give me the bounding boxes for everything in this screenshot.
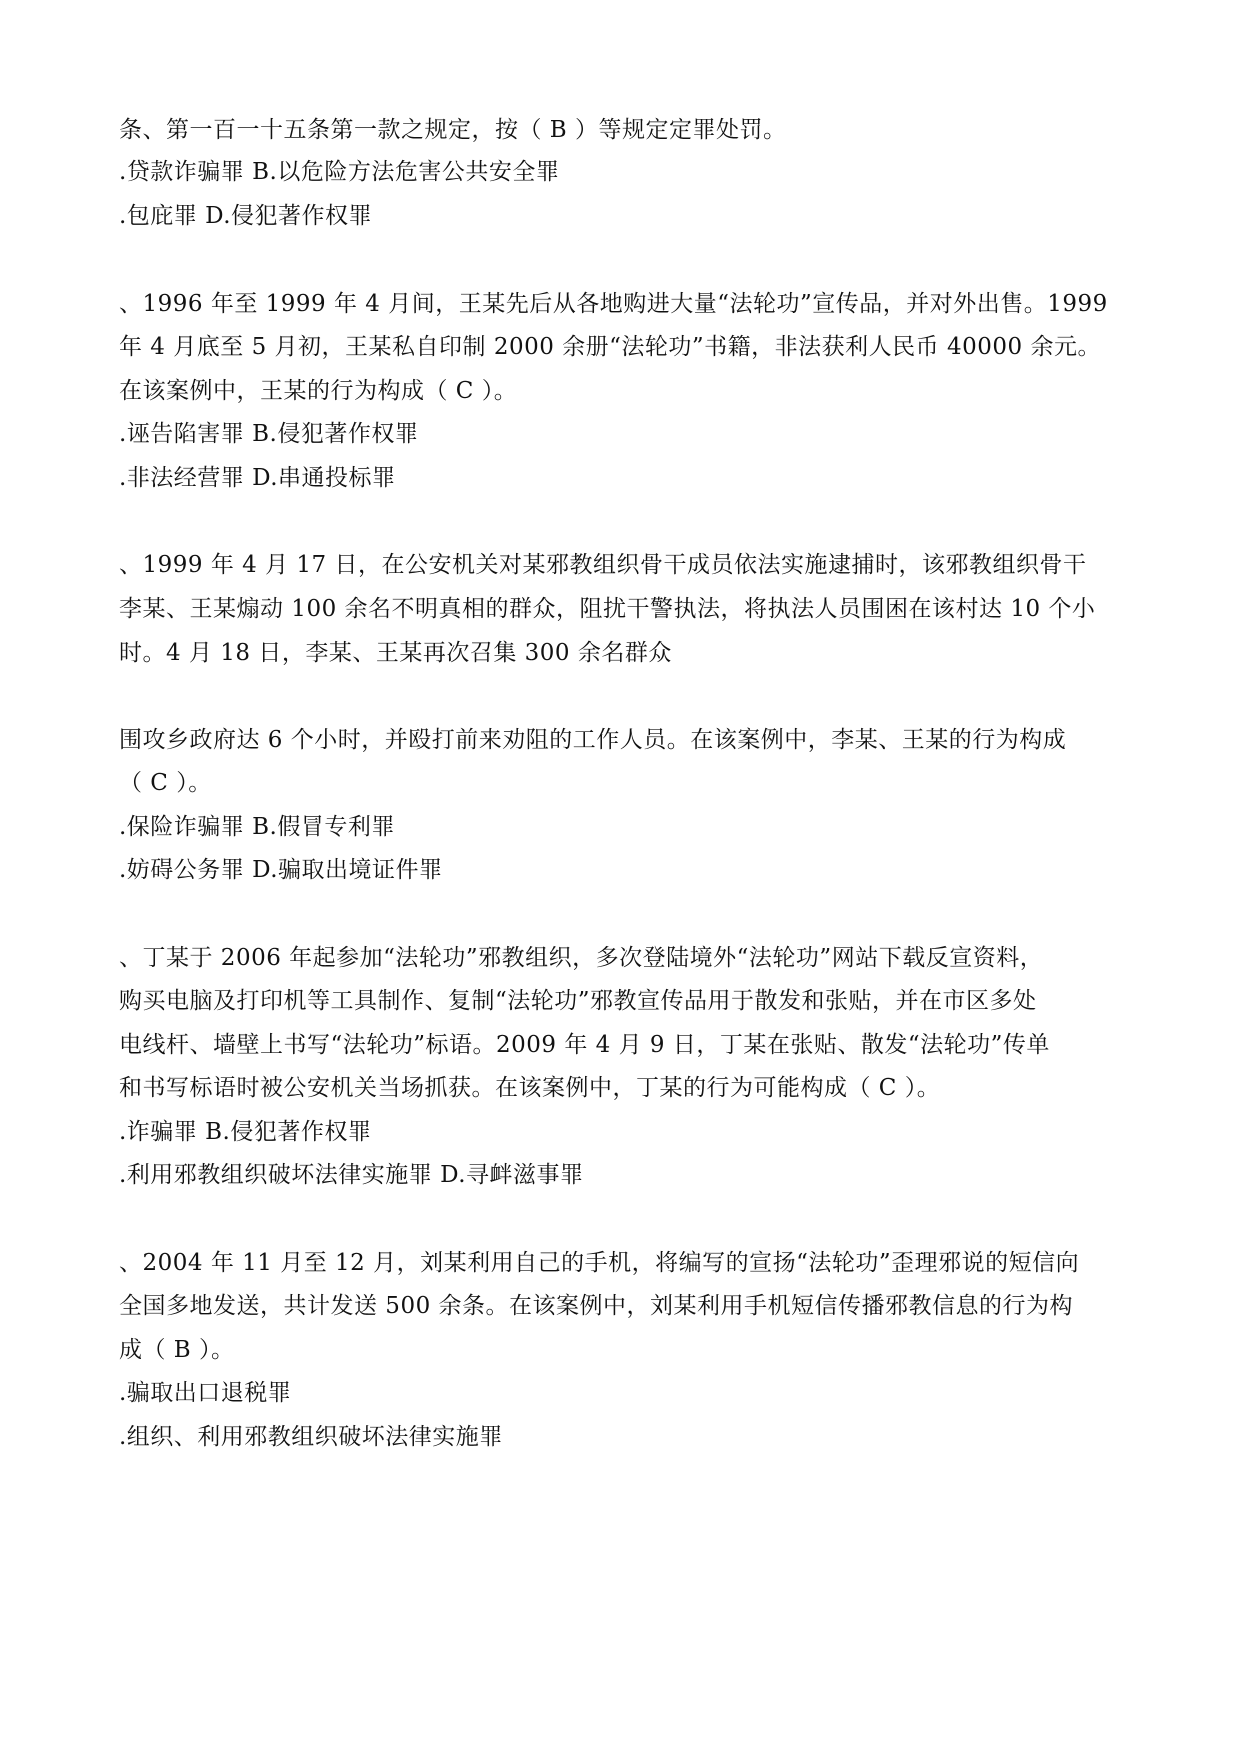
question-2-stem-line-3: 在该案例中，王某的行为构成（ C ）。: [119, 378, 518, 404]
question-1-stem-line-1: 条、第一百一十五条第一款之规定，按（ B ）等规定定罪处罚。: [119, 117, 787, 143]
question-5-stem-line-2: 全国多地发送，共计发送 500 余条。在该案例中，刘某利用手机短信传播邪教信息的行为构: [119, 1293, 1074, 1319]
question-5-option-a: .骗取出口退税罪: [119, 1380, 292, 1406]
question-2-option-ab: .诬告陷害罪 B.侵犯著作权罪: [119, 421, 419, 447]
question-4-option-cd: .利用邪教组织破坏法律实施罪 D.寻衅滋事罪: [119, 1162, 584, 1188]
question-5-stem-line-1: 、2004 年 11 月至 12 月，刘某利用自己的手机，将编写的宣扬“法轮功”歪理邪说的短信向: [119, 1250, 1080, 1276]
question-1-option-ab: .贷款诈骗罪 B.以危险方法危害公共安全罪: [119, 159, 560, 185]
question-3-stem-line-1: 、1999 年 4 月 17 日，在公安机关对某邪教组织骨干成员依法实施逮捕时，该邪教组织骨干: [119, 552, 1087, 578]
question-4-stem-line-4: 和书写标语时被公安机关当场抓获。在该案例中，丁某的行为可能构成（ C ）。: [119, 1075, 941, 1101]
question-3-option-cd: .妨碍公务罪 D.骗取出境证件罪: [119, 857, 443, 883]
question-4-stem-line-1: 、丁某于 2006 年起参加“法轮功”邪教组织，多次登陆境外“法轮功”网站下载反宣资料，: [119, 945, 1044, 971]
question-5-option-b: .组织、利用邪教组织破坏法律实施罪: [119, 1424, 503, 1450]
question-4-stem-line-3: 电线杆、墙壁上书写“法轮功”标语。2009 年 4 月 9 日，丁某在张贴、散发“法轮功”传单: [119, 1032, 1050, 1058]
question-4-stem-line-2: 购买电脑及打印机等工具制作、复制“法轮功”邪教宣传品用于散发和张贴，并在市区多处: [119, 988, 1037, 1014]
question-2-option-cd: .非法经营罪 D.串通投标罪: [119, 465, 396, 491]
question-3-stem-line-3: 时。4 月 18 日，李某、王某再次召集 300 余名群众: [119, 640, 672, 666]
question-2-stem-line-1: 、1996 年至 1999 年 4 月间，王某先后从各地购进大量“法轮功”宣传品，并对外出售。1999: [119, 291, 1108, 317]
question-5-stem-line-3: 成（ B ）。: [119, 1337, 235, 1363]
question-1-option-cd: .包庇罪 D.侵犯著作权罪: [119, 203, 373, 229]
question-3-stem-line-2: 李某、王某煽动 100 余名不明真相的群众，阻扰干警执法，将执法人员围困在该村达 10 个小: [119, 596, 1096, 622]
question-2-stem-line-2: 年 4 月底至 5 月初，王某私自印制 2000 余册“法轮功”书籍，非法获利人民币 40000 余元。: [119, 334, 1101, 360]
question-3-stem-line-5: （ C ）。: [119, 770, 212, 796]
question-4-option-ab: .诈骗罪 B.侵犯著作权罪: [119, 1119, 372, 1145]
question-3-option-ab: .保险诈骗罪 B.假冒专利罪: [119, 814, 395, 840]
question-3-stem-line-4: 围攻乡政府达 6 个小时，并殴打前来劝阻的工作人员。在该案例中，李某、王某的行为构成: [119, 727, 1067, 753]
